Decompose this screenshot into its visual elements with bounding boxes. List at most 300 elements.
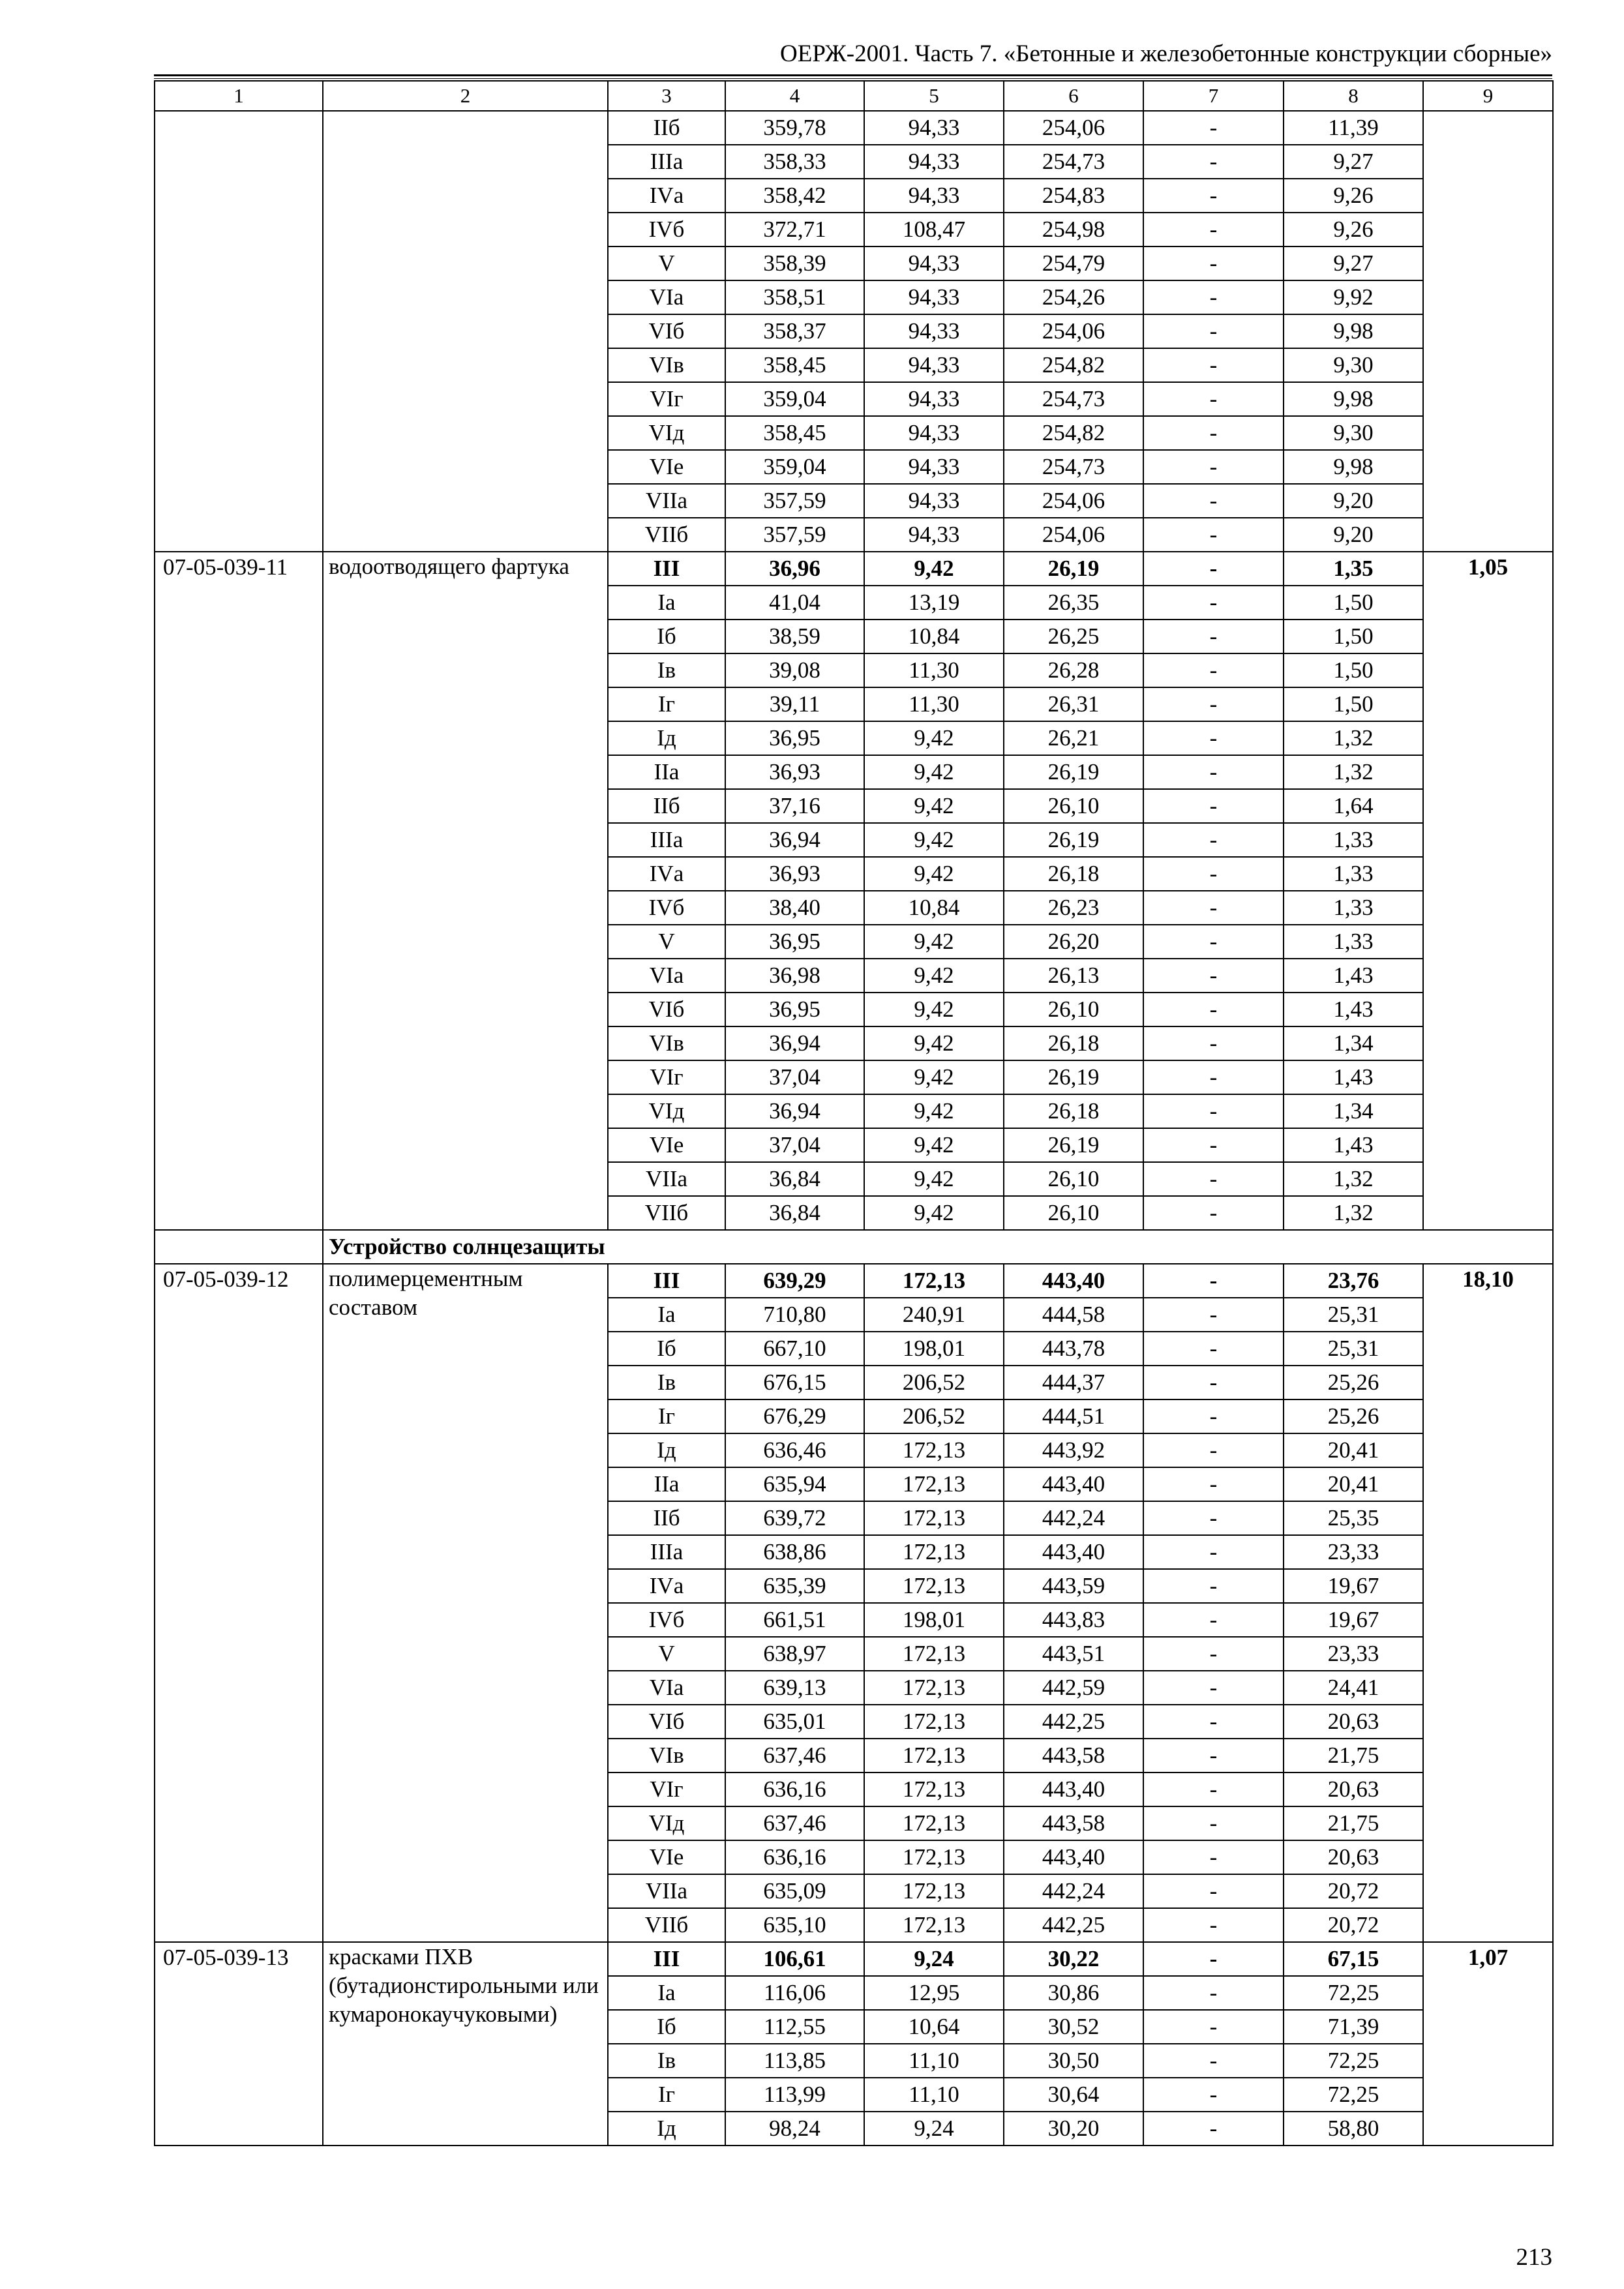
materials-cell: 9,30 [1284, 416, 1423, 450]
wages-cell: 94,33 [864, 179, 1004, 213]
materials-cell: 1,50 [1284, 653, 1423, 687]
zone-cell: V [608, 247, 725, 280]
machines-cell: 26,10 [1004, 1196, 1143, 1230]
wages-cell: 9,24 [864, 2112, 1004, 2146]
total-cost-cell: 38,40 [725, 891, 864, 925]
total-cost-cell: 36,95 [725, 993, 864, 1026]
driver-wages-cell: - [1143, 2112, 1284, 2146]
zone-cell: IVа [608, 857, 725, 891]
zone-cell: III [608, 1942, 725, 1976]
wages-cell: 9,42 [864, 721, 1004, 755]
materials-cell: 9,98 [1284, 450, 1423, 484]
materials-cell: 9,26 [1284, 213, 1423, 247]
wages-cell: 9,42 [864, 993, 1004, 1026]
driver-wages-cell: - [1143, 1671, 1284, 1705]
coefficient: 1,05 [1423, 552, 1553, 1230]
total-cost-cell: 358,45 [725, 348, 864, 382]
materials-cell: 25,31 [1284, 1298, 1423, 1332]
zone-cell: Iв [608, 1366, 725, 1399]
driver-wages-cell: - [1143, 1433, 1284, 1467]
wages-cell: 9,42 [864, 552, 1004, 586]
zone-cell: IIIа [608, 1535, 725, 1569]
driver-wages-cell: - [1143, 450, 1284, 484]
materials-cell: 9,20 [1284, 484, 1423, 518]
machines-cell: 26,31 [1004, 687, 1143, 721]
driver-wages-cell: - [1143, 959, 1284, 993]
total-cost-cell: 37,04 [725, 1128, 864, 1162]
driver-wages-cell: - [1143, 280, 1284, 314]
materials-cell: 21,75 [1284, 1806, 1423, 1840]
materials-cell: 58,80 [1284, 2112, 1423, 2146]
wages-cell: 94,33 [864, 416, 1004, 450]
total-cost-cell: 639,13 [725, 1671, 864, 1705]
rate-code: 07-05-039-12 [155, 1264, 323, 1942]
driver-wages-cell: - [1143, 1535, 1284, 1569]
wages-cell: 11,30 [864, 653, 1004, 687]
table-row [155, 1942, 1553, 1976]
materials-cell: 9,98 [1284, 382, 1423, 416]
total-cost-cell: 36,84 [725, 1196, 864, 1230]
zone-cell: VIа [608, 280, 725, 314]
zone-cell: Iд [608, 721, 725, 755]
total-cost-cell: 36,94 [725, 1026, 864, 1060]
materials-cell: 25,35 [1284, 1501, 1423, 1535]
driver-wages-cell: - [1143, 620, 1284, 653]
driver-wages-cell: - [1143, 484, 1284, 518]
total-cost-cell: 98,24 [725, 2112, 864, 2146]
column-number: 4 [725, 81, 864, 111]
zone-cell: Iг [608, 687, 725, 721]
machines-cell: 443,83 [1004, 1603, 1143, 1637]
coefficient: 18,10 [1423, 1264, 1553, 1942]
driver-wages-cell: - [1143, 1162, 1284, 1196]
wages-cell: 9,42 [864, 1026, 1004, 1060]
machines-cell: 443,40 [1004, 1535, 1143, 1569]
zone-cell: VIв [608, 1026, 725, 1060]
driver-wages-cell: - [1143, 348, 1284, 382]
wages-cell: 11,10 [864, 2078, 1004, 2112]
wages-cell: 172,13 [864, 1840, 1004, 1874]
wages-cell: 198,01 [864, 1332, 1004, 1366]
materials-cell: 1,35 [1284, 552, 1423, 586]
driver-wages-cell: - [1143, 518, 1284, 552]
zone-cell: Iд [608, 1433, 725, 1467]
total-cost-cell: 676,15 [725, 1366, 864, 1399]
zone-cell: VIа [608, 959, 725, 993]
driver-wages-cell: - [1143, 1705, 1284, 1739]
zone-cell: VIв [608, 1739, 725, 1773]
driver-wages-cell: - [1143, 179, 1284, 213]
driver-wages-cell: - [1143, 2078, 1284, 2112]
driver-wages-cell: - [1143, 1467, 1284, 1501]
wages-cell: 94,33 [864, 484, 1004, 518]
zone-cell: III [608, 552, 725, 586]
total-cost-cell: 116,06 [725, 1976, 864, 2010]
machines-cell: 26,19 [1004, 552, 1143, 586]
wages-cell: 9,42 [864, 1162, 1004, 1196]
materials-cell: 1,33 [1284, 823, 1423, 857]
driver-wages-cell: - [1143, 1060, 1284, 1094]
total-cost-cell: 358,39 [725, 247, 864, 280]
materials-cell: 9,27 [1284, 145, 1423, 179]
machines-cell: 26,19 [1004, 755, 1143, 789]
rate-code [155, 111, 323, 552]
wages-cell: 12,95 [864, 1976, 1004, 2010]
wages-cell: 172,13 [864, 1773, 1004, 1806]
machines-cell: 442,25 [1004, 1705, 1143, 1739]
driver-wages-cell: - [1143, 111, 1284, 145]
driver-wages-cell: - [1143, 382, 1284, 416]
zone-cell: V [608, 1637, 725, 1671]
materials-cell: 1,32 [1284, 755, 1423, 789]
work-name [323, 111, 608, 552]
total-cost-cell: 358,45 [725, 416, 864, 450]
total-cost-cell: 37,16 [725, 789, 864, 823]
total-cost-cell: 112,55 [725, 2010, 864, 2044]
driver-wages-cell: - [1143, 1366, 1284, 1399]
materials-cell: 23,76 [1284, 1264, 1423, 1298]
materials-cell: 20,41 [1284, 1433, 1423, 1467]
machines-cell: 26,10 [1004, 993, 1143, 1026]
total-cost-cell: 358,33 [725, 145, 864, 179]
driver-wages-cell: - [1143, 1908, 1284, 1942]
zone-cell: VIг [608, 1773, 725, 1806]
driver-wages-cell: - [1143, 891, 1284, 925]
total-cost-cell: 113,99 [725, 2078, 864, 2112]
table-row [155, 111, 1553, 145]
wages-cell: 9,42 [864, 755, 1004, 789]
driver-wages-cell: - [1143, 213, 1284, 247]
zone-cell: IVб [608, 1603, 725, 1637]
total-cost-cell: 667,10 [725, 1332, 864, 1366]
materials-cell: 24,41 [1284, 1671, 1423, 1705]
driver-wages-cell: - [1143, 721, 1284, 755]
machines-cell: 442,59 [1004, 1671, 1143, 1705]
wages-cell: 172,13 [864, 1739, 1004, 1773]
materials-cell: 1,33 [1284, 925, 1423, 959]
total-cost-cell: 639,72 [725, 1501, 864, 1535]
driver-wages-cell: - [1143, 1806, 1284, 1840]
machines-cell: 254,06 [1004, 484, 1143, 518]
machines-cell: 26,13 [1004, 959, 1143, 993]
coefficient: 1,07 [1423, 1942, 1553, 2146]
driver-wages-cell: - [1143, 2044, 1284, 2078]
zone-cell: III [608, 1264, 725, 1298]
materials-cell: 1,43 [1284, 1060, 1423, 1094]
total-cost-cell: 661,51 [725, 1603, 864, 1637]
machines-cell: 26,19 [1004, 1060, 1143, 1094]
materials-cell: 9,92 [1284, 280, 1423, 314]
materials-cell: 1,34 [1284, 1094, 1423, 1128]
wages-cell: 94,33 [864, 314, 1004, 348]
machines-cell: 254,82 [1004, 348, 1143, 382]
zone-cell: VIб [608, 314, 725, 348]
machines-cell: 30,22 [1004, 1942, 1143, 1976]
column-number: 5 [864, 81, 1004, 111]
driver-wages-cell: - [1143, 1942, 1284, 1976]
machines-cell: 443,78 [1004, 1332, 1143, 1366]
wages-cell: 94,33 [864, 111, 1004, 145]
driver-wages-cell: - [1143, 993, 1284, 1026]
driver-wages-cell: - [1143, 2010, 1284, 2044]
machines-cell: 254,06 [1004, 111, 1143, 145]
wages-cell: 9,42 [864, 959, 1004, 993]
work-name: водоотводящего фартука [323, 552, 608, 1230]
machines-cell: 442,24 [1004, 1501, 1143, 1535]
driver-wages-cell: - [1143, 1603, 1284, 1637]
driver-wages-cell: - [1143, 1128, 1284, 1162]
machines-cell: 254,82 [1004, 416, 1143, 450]
zone-cell: VIIа [608, 1874, 725, 1908]
zone-cell: IIб [608, 789, 725, 823]
wages-cell: 94,33 [864, 145, 1004, 179]
machines-cell: 30,52 [1004, 2010, 1143, 2044]
total-cost-cell: 38,59 [725, 620, 864, 653]
zone-cell: VIе [608, 1840, 725, 1874]
materials-cell: 1,50 [1284, 586, 1423, 620]
total-cost-cell: 635,01 [725, 1705, 864, 1739]
materials-cell: 1,33 [1284, 891, 1423, 925]
zone-cell: VIв [608, 348, 725, 382]
total-cost-cell: 36,96 [725, 552, 864, 586]
total-cost-cell: 113,85 [725, 2044, 864, 2078]
driver-wages-cell: - [1143, 755, 1284, 789]
wages-cell: 9,42 [864, 1094, 1004, 1128]
machines-cell: 254,73 [1004, 450, 1143, 484]
machines-cell: 30,64 [1004, 2078, 1143, 2112]
machines-cell: 26,20 [1004, 925, 1143, 959]
driver-wages-cell: - [1143, 416, 1284, 450]
machines-cell: 26,28 [1004, 653, 1143, 687]
section-title: Устройство солнцезащиты [323, 1230, 1553, 1264]
wages-cell: 94,33 [864, 348, 1004, 382]
wages-cell: 172,13 [864, 1637, 1004, 1671]
driver-wages-cell: - [1143, 1332, 1284, 1366]
machines-cell: 444,37 [1004, 1366, 1143, 1399]
total-cost-cell: 359,04 [725, 382, 864, 416]
total-cost-cell: 357,59 [725, 518, 864, 552]
total-cost-cell: 36,94 [725, 823, 864, 857]
materials-cell: 11,39 [1284, 111, 1423, 145]
materials-cell: 9,26 [1284, 179, 1423, 213]
machines-cell: 443,58 [1004, 1739, 1143, 1773]
materials-cell: 23,33 [1284, 1637, 1423, 1671]
wages-cell: 172,13 [864, 1671, 1004, 1705]
page-number: 213 [1516, 2244, 1552, 2271]
wages-cell: 94,33 [864, 450, 1004, 484]
wages-cell: 108,47 [864, 213, 1004, 247]
materials-cell: 19,67 [1284, 1569, 1423, 1603]
zone-cell: Iб [608, 2010, 725, 2044]
total-cost-cell: 710,80 [725, 1298, 864, 1332]
zone-cell: IVа [608, 179, 725, 213]
zone-cell: Iб [608, 1332, 725, 1366]
total-cost-cell: 635,39 [725, 1569, 864, 1603]
total-cost-cell: 36,95 [725, 721, 864, 755]
driver-wages-cell: - [1143, 789, 1284, 823]
driver-wages-cell: - [1143, 1874, 1284, 1908]
materials-cell: 20,72 [1284, 1908, 1423, 1942]
zone-cell: Iб [608, 620, 725, 653]
zone-cell: VIб [608, 993, 725, 1026]
column-number: 3 [608, 81, 725, 111]
machines-cell: 443,51 [1004, 1637, 1143, 1671]
wages-cell: 9,42 [864, 1196, 1004, 1230]
column-number-row [155, 81, 1553, 111]
zone-cell: IIа [608, 755, 725, 789]
machines-cell: 26,10 [1004, 789, 1143, 823]
materials-cell: 9,98 [1284, 314, 1423, 348]
zone-cell: Iг [608, 1399, 725, 1433]
wages-cell: 94,33 [864, 280, 1004, 314]
zone-cell: VIб [608, 1705, 725, 1739]
total-cost-cell: 635,10 [725, 1908, 864, 1942]
machines-cell: 26,25 [1004, 620, 1143, 653]
wages-cell: 172,13 [864, 1908, 1004, 1942]
wages-cell: 10,64 [864, 2010, 1004, 2044]
machines-cell: 443,40 [1004, 1467, 1143, 1501]
total-cost-cell: 636,16 [725, 1840, 864, 1874]
materials-cell: 1,33 [1284, 857, 1423, 891]
wages-cell: 9,24 [864, 1942, 1004, 1976]
zone-cell: IIб [608, 111, 725, 145]
zone-cell: Iв [608, 653, 725, 687]
total-cost-cell: 636,16 [725, 1773, 864, 1806]
machines-cell: 26,23 [1004, 891, 1143, 925]
wages-cell: 10,84 [864, 620, 1004, 653]
machines-cell: 26,21 [1004, 721, 1143, 755]
wages-cell: 172,13 [864, 1535, 1004, 1569]
wages-cell: 13,19 [864, 586, 1004, 620]
machines-cell: 30,86 [1004, 1976, 1143, 2010]
total-cost-cell: 637,46 [725, 1806, 864, 1840]
driver-wages-cell: - [1143, 1840, 1284, 1874]
driver-wages-cell: - [1143, 1264, 1284, 1298]
zone-cell: V [608, 925, 725, 959]
column-number: 2 [323, 81, 608, 111]
machines-cell: 254,79 [1004, 247, 1143, 280]
materials-cell: 9,20 [1284, 518, 1423, 552]
table-row [155, 1264, 1553, 1298]
wages-cell: 9,42 [864, 1128, 1004, 1162]
total-cost-cell: 635,09 [725, 1874, 864, 1908]
wages-cell: 10,84 [864, 891, 1004, 925]
machines-cell: 254,83 [1004, 179, 1143, 213]
work-name: полимерцементным составом [323, 1264, 608, 1942]
zone-cell: VIг [608, 382, 725, 416]
wages-cell: 9,42 [864, 857, 1004, 891]
machines-cell: 443,59 [1004, 1569, 1143, 1603]
total-cost-cell: 39,11 [725, 687, 864, 721]
machines-cell: 254,98 [1004, 213, 1143, 247]
column-number: 6 [1004, 81, 1143, 111]
machines-cell: 26,18 [1004, 857, 1143, 891]
materials-cell: 21,75 [1284, 1739, 1423, 1773]
total-cost-cell: 359,04 [725, 450, 864, 484]
materials-cell: 9,27 [1284, 247, 1423, 280]
materials-cell: 20,63 [1284, 1840, 1423, 1874]
driver-wages-cell: - [1143, 1094, 1284, 1128]
zone-cell: Iа [608, 1976, 725, 2010]
driver-wages-cell: - [1143, 1739, 1284, 1773]
wages-cell: 94,33 [864, 247, 1004, 280]
total-cost-cell: 639,29 [725, 1264, 864, 1298]
materials-cell: 25,31 [1284, 1332, 1423, 1366]
zone-cell: Iв [608, 2044, 725, 2078]
zone-cell: IVб [608, 213, 725, 247]
machines-cell: 443,40 [1004, 1840, 1143, 1874]
wages-cell: 9,42 [864, 1060, 1004, 1094]
materials-cell: 25,26 [1284, 1366, 1423, 1399]
materials-cell: 1,43 [1284, 959, 1423, 993]
materials-cell: 72,25 [1284, 1976, 1423, 2010]
total-cost-cell: 359,78 [725, 111, 864, 145]
total-cost-cell: 638,97 [725, 1637, 864, 1671]
zone-cell: VIд [608, 1094, 725, 1128]
driver-wages-cell: - [1143, 653, 1284, 687]
machines-cell: 254,73 [1004, 145, 1143, 179]
machines-cell: 443,40 [1004, 1264, 1143, 1298]
wages-cell: 172,13 [864, 1806, 1004, 1840]
zone-cell: IIб [608, 1501, 725, 1535]
machines-cell: 26,19 [1004, 1128, 1143, 1162]
materials-cell: 1,50 [1284, 687, 1423, 721]
wages-cell: 172,13 [864, 1467, 1004, 1501]
wages-cell: 9,42 [864, 925, 1004, 959]
materials-cell: 20,63 [1284, 1773, 1423, 1806]
total-cost-cell: 635,94 [725, 1467, 864, 1501]
total-cost-cell: 36,98 [725, 959, 864, 993]
driver-wages-cell: - [1143, 1773, 1284, 1806]
machines-cell: 442,25 [1004, 1908, 1143, 1942]
materials-cell: 20,41 [1284, 1467, 1423, 1501]
driver-wages-cell: - [1143, 823, 1284, 857]
materials-cell: 1,34 [1284, 1026, 1423, 1060]
machines-cell: 254,26 [1004, 280, 1143, 314]
materials-cell: 25,26 [1284, 1399, 1423, 1433]
total-cost-cell: 36,94 [725, 1094, 864, 1128]
total-cost-cell: 358,42 [725, 179, 864, 213]
zone-cell: VIIб [608, 518, 725, 552]
total-cost-cell: 372,71 [725, 213, 864, 247]
zone-cell: VIд [608, 416, 725, 450]
zone-cell: VIе [608, 450, 725, 484]
zone-cell: VIIа [608, 484, 725, 518]
wages-cell: 198,01 [864, 1603, 1004, 1637]
total-cost-cell: 638,86 [725, 1535, 864, 1569]
running-header: ОЕРЖ-2001. Часть 7. «Бетонные и железобетонные конструкции сборные» [780, 40, 1552, 67]
driver-wages-cell: - [1143, 552, 1284, 586]
driver-wages-cell: - [1143, 1399, 1284, 1433]
zone-cell: VIIб [608, 1908, 725, 1942]
zone-cell: Iг [608, 2078, 725, 2112]
zone-cell: IIа [608, 1467, 725, 1501]
total-cost-cell: 37,04 [725, 1060, 864, 1094]
wages-cell: 172,13 [864, 1501, 1004, 1535]
coefficient [1423, 111, 1553, 552]
wages-cell: 94,33 [864, 382, 1004, 416]
wages-cell: 206,52 [864, 1366, 1004, 1399]
driver-wages-cell: - [1143, 1026, 1284, 1060]
total-cost-cell: 676,29 [725, 1399, 864, 1433]
wages-cell: 11,10 [864, 2044, 1004, 2078]
materials-cell: 72,25 [1284, 2078, 1423, 2112]
total-cost-cell: 106,61 [725, 1942, 864, 1976]
machines-cell: 26,19 [1004, 823, 1143, 857]
machines-cell: 444,58 [1004, 1298, 1143, 1332]
driver-wages-cell: - [1143, 857, 1284, 891]
materials-cell: 1,50 [1284, 620, 1423, 653]
